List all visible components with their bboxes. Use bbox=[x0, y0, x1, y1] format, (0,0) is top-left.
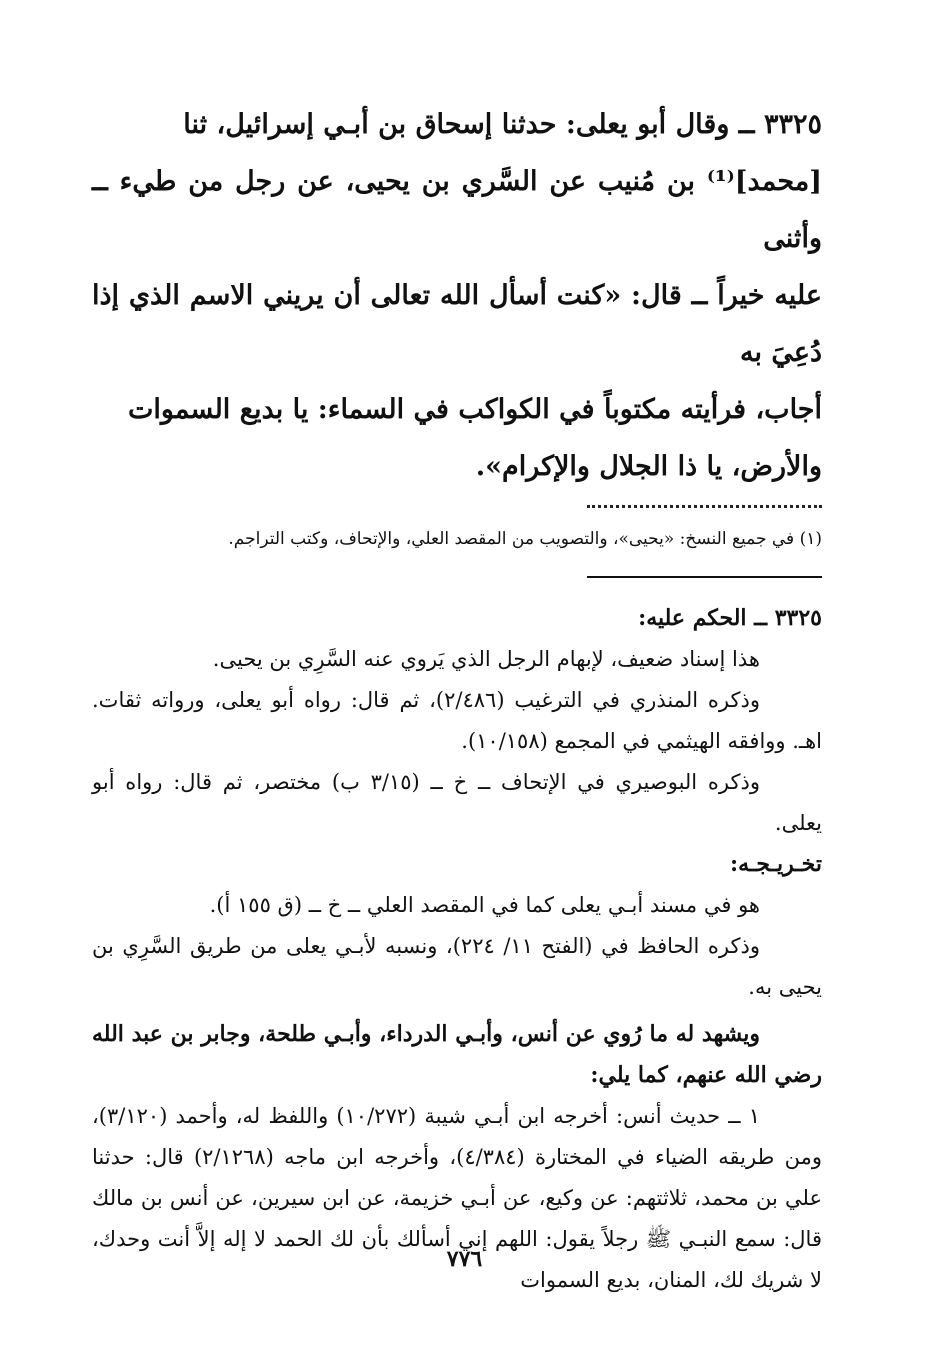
page-number: ٧٧٦ bbox=[446, 1246, 483, 1272]
ruling-heading: ٣٣٢٥ ــ الحكم عليه: bbox=[638, 605, 822, 631]
hadith-line: ٣٣٢٥ ــ وقال أبو يعلى: حدثنا إسحاق بن أبـي إسرائيل، ثنا bbox=[183, 109, 822, 140]
paragraph: ويشهد له ما رُوي عن أنس، وأبـي الدرداء، وأبـي طلحة، وجابر بن عبد الله رضي الله عنهم، كما يلي: bbox=[92, 1021, 822, 1088]
paragraph: وذكره المنذري في الترغيب (٢/٤٨٦)، ثم قال: رواه أبو يعلى، ورواته ثقات. اهـ. ووافقه الهيثمي في المجمع (١٠/١٥٨). bbox=[92, 688, 822, 753]
page-body bbox=[92, 96, 822, 1301]
hadith-text bbox=[92, 96, 822, 495]
paragraph: ١ ــ حديث أنس: أخرجه ابن أبـي شيبة (١٠/٢٧٢) واللفظ له، وأحمد (٣/١٢٠)، ومن طريقه الضياء في المختارة (٤/٣٨٤)، وأخرجه ابن ماجه (٢/١٢٦٨) قال: حدثنا علي بن محمد، ثلاثتهم: عن وكيع، عن أبـي خزيمة، عن ابن سيرين، عن أنس بن مالك قال: سمع النبـي ﷺ رجلاً يقول: اللهم إني أسألك بأن لك الحمد لا إله إلاَّ أنت وحدك، لا شريك لك، المنان، بديع السموات bbox=[92, 1104, 822, 1292]
paragraph: هو في مسند أبـي يعلى كما في المقصد العلي ــ خ ــ (ق ١٥٥ أ). bbox=[209, 893, 760, 917]
hadith-line: عليه خيراً ــ قال: «كنت أسأل الله تعالى أن يريني الاسم الذي إذا دُعِيَ به bbox=[92, 280, 822, 368]
paragraph: هذا إسناد ضعيف، لإبهام الرجل الذي يَروي عنه السَّرِي بن يحيى. bbox=[212, 647, 760, 671]
hadith-line: والأرض، يا ذا الجلال والإكرام». bbox=[475, 451, 822, 482]
takhrij-heading: تخـريـجـه: bbox=[729, 851, 822, 877]
ruling-section bbox=[92, 598, 822, 1301]
paragraph: وذكره الحافظ في (الفتح ١١/ ٢٢٤)، ونسبه لأبـي يعلى من طريق السَّرِي بن يحيى به. bbox=[92, 934, 822, 999]
paragraph: وذكره البوصيري في الإتحاف ــ خ ــ (٣/١٥ ب) مختصر، ثم قال: رواه أبو يعلى. bbox=[92, 770, 822, 835]
section-divider bbox=[587, 576, 822, 578]
footnote-separator bbox=[587, 505, 822, 508]
hadith-line: [محمد]⁽¹⁾ بن مُنيب عن السَّري بن يحيى، عن رجل من طيء ــ وأثنى bbox=[92, 166, 822, 254]
hadith-line: أجاب، فرأيته مكتوباً في الكواكب في السماء: يا بديع السموات bbox=[128, 394, 822, 425]
footnote: (١) في جميع النسخ: «يحيى»، والتصويب من المقصد العلي، والإتحاف، وكتب التراجم. bbox=[228, 529, 822, 549]
